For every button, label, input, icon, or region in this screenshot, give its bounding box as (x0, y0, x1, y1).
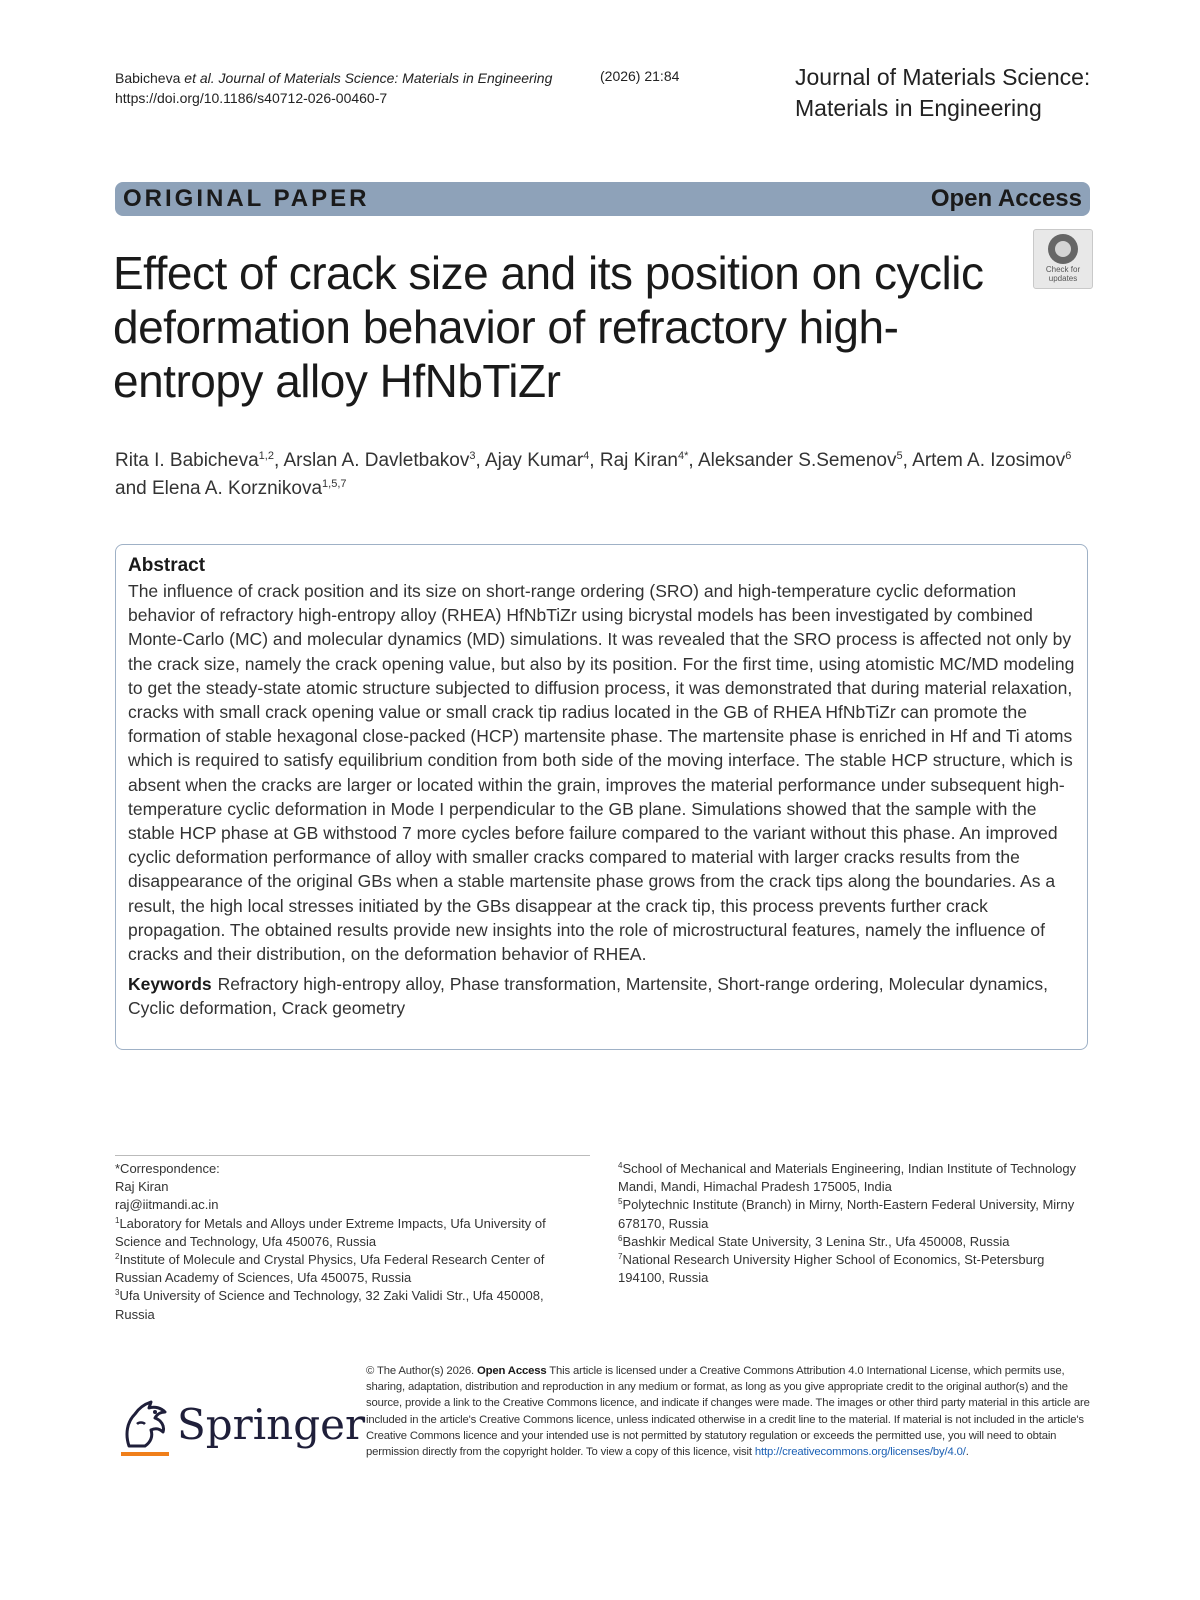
author-separator: , (273, 450, 284, 471)
footnote-divider (115, 1155, 590, 1156)
author-list (115, 447, 1095, 503)
author-separator: , (902, 450, 913, 471)
affiliation-item (618, 1233, 1088, 1251)
affiliation-item (115, 1251, 585, 1287)
correspondence-email[interactable]: raj@iitmandi.ac.in (115, 1197, 219, 1213)
author-separator: , (589, 450, 600, 471)
author-name[interactable]: Ajay Kumar (484, 450, 584, 471)
author-affiliation: 3 (469, 450, 476, 462)
footnotes-left (115, 1160, 585, 1324)
affiliation-text: Institute of Molecule and Crystal Physics, Ufa Federal Research Center of Russian Academy of Sciences, Ufa 450075, Russia (115, 1252, 545, 1286)
journal-title-line1: Journal of Materials Science: (795, 64, 1091, 90)
license-end: . (965, 1446, 969, 1459)
author-name[interactable]: Arslan A. Davletbakov (283, 450, 470, 471)
license-open-access: Open Access (476, 1365, 547, 1377)
author-name[interactable]: Raj Kiran (599, 450, 679, 471)
journal-title-line2: Materials in Engineering (795, 95, 1042, 121)
open-access-label: Open Access (930, 185, 1082, 212)
check-for-updates-line2: updates (1048, 274, 1078, 283)
affiliation-item (115, 1215, 585, 1251)
springer-logo (115, 1394, 366, 1464)
citation-line (115, 68, 552, 88)
affiliation-number: 6 (618, 1233, 623, 1243)
affiliation-item (618, 1251, 1088, 1287)
affiliation-item (618, 1196, 1088, 1232)
affiliation-item (115, 1287, 585, 1323)
running-header-citation (115, 68, 552, 108)
author-affiliation: 1,5,7 (322, 478, 347, 490)
author-separator: and (115, 478, 152, 499)
journal-title (795, 62, 1090, 124)
doi-link[interactable]: https://doi.org/10.1186/s40712-026-00460-7 (115, 90, 388, 106)
affiliation-text: Laboratory for Metals and Alloys under Extreme Impacts, Ufa University of Science and Technology, Ufa 450076, Russia (115, 1215, 546, 1249)
abstract-heading: Abstract (128, 555, 206, 576)
author-affiliation: 1,2 (258, 450, 274, 462)
affiliation-list-right (618, 1160, 1088, 1287)
author-name[interactable]: Artem A. Izosimov (912, 450, 1066, 471)
article-type-banner (115, 182, 1090, 216)
license-statement (366, 1363, 1091, 1460)
abstract-text: The influence of crack position and its size on short-range ordering (SRO) and high-temperature cyclic deformation behavior of refractory high-entropy alloy (RHEA) HfNbTiZr using bicrystal models has been investigated by combined Monte-Carlo (MC) and molecular dynamics (MD) simulations. It was revealed that the SRO process is affected not only by the crack size, namely the crack opening value, but also by its position. For the first time, using atomistic MC/MD modeling to get the steady-state atomic structure subjected to diffusion process, it was demonstrated that during material relaxation, cracks with small crack opening value or small crack tip radius located in the GB of RHEA HfNbTiZr can promote the formation of stable hexagonal close-packed (HCP) martensite phase. The martensite phase is enriched in Hf and Ti atoms which is required to satisfy equilibrium condition from both side of the moving interface. The stable HCP structure, which is absent when the cracks are larger or located within the grain, improves the material performance under subsequent high-temperature cyclic deformation in Mode I perpendicular to the GB plane. Simulations showed that the sample with the stable HCP phase at GB withstood 7 more cycles before failure compared to the variant without this phase. An improved cyclic deformation performance of alloy with smaller cracks compared to material with larger cracks results from the disappearance of the original GBs when a stable martensite phase grows from the crack tips along the boundaries. As a result, the high local stresses initiated by the GBs disappear at the crack tip, this process prevents further crack propagation. The obtained results provide new insights into the role of microstructural features, namely the influence of cracks and their distribution, on the deformation behavior of RHEA. (128, 581, 1075, 965)
author-affiliation: 4* (678, 450, 689, 462)
check-for-updates-badge[interactable] (1033, 229, 1093, 289)
check-for-updates-line1: Check for (1045, 265, 1081, 274)
affiliation-text: National Research University Higher School of Economics, St-Petersburg 194100, Russia (618, 1252, 1045, 1286)
author-name[interactable]: Elena A. Korznikova (151, 478, 323, 499)
author-separator: , (475, 450, 485, 471)
author-affiliation: 4 (583, 450, 590, 462)
affiliation-item (618, 1160, 1088, 1196)
correspondence-label: *Correspondence: (115, 1161, 220, 1176)
citation-etal: et al. (184, 70, 215, 86)
springer-horse-icon (115, 1394, 173, 1458)
affiliation-number: 2 (115, 1252, 120, 1262)
author-separator: , (688, 450, 698, 471)
footnotes-right (618, 1160, 1088, 1287)
author-name[interactable]: Rita I. Babicheva (115, 450, 259, 471)
affiliation-text: Polytechnic Institute (Branch) in Mirny, North-Eastern Federal University, Mirny 678170, Russia (618, 1197, 1075, 1231)
affiliation-number: 4 (618, 1161, 623, 1170)
affiliation-number: 7 (618, 1252, 623, 1262)
license-text: This article is licensed under a Creative Commons Attribution 4.0 International License, which permits use, sharing, adaptation, distribution and reproduction in any medium or format, as long as you give appropriate credit to the original author(s) and the source, provide a link to the Creative Commons licence, and indicate if changes were made. The images or other third party material in this article are included in the article's Creative Commons licence, unless indicated otherwise in a credit line to the material. If material is not included in the article's Creative Commons licence and your intended use is not permitted by statutory regulation or exceeds the permitted use, you will need to obtain permission directly from the copyright holder. To view a copy of this licence, visit (366, 1365, 1090, 1459)
check-for-updates-icon (1048, 234, 1078, 264)
author-affiliation: 6 (1065, 450, 1072, 462)
affiliation-number: 3 (115, 1288, 120, 1298)
affiliation-list-left (115, 1215, 585, 1324)
springer-wordmark: Springer (177, 1400, 366, 1449)
year-volume: (2026) 21:84 (600, 68, 680, 84)
keywords-text: Refractory high-entropy alloy, Phase transformation, Martensite, Short-range ordering, Molecular dynamics, Cyclic deformation, Crack geometry (128, 974, 1048, 1019)
correspondence-name: Raj Kiran (115, 1179, 169, 1195)
affiliation-number: 5 (618, 1197, 623, 1207)
citation-authors: Babicheva (115, 70, 181, 86)
affiliation-text: Ufa University of Science and Technology, 32 Zaki Validi Str., Ufa 450008, Russia (115, 1288, 544, 1322)
license-link[interactable]: http://creativecommons.org/licenses/by/4.0/ (754, 1446, 966, 1459)
article-title: Effect of crack size and its position on cyclic deformation behavior of refractory high-entropy alloy HfNbTiZr (113, 247, 984, 407)
article-type-label: ORIGINAL PAPER (123, 185, 370, 212)
check-for-updates-label (1034, 265, 1092, 283)
keywords (128, 972, 1075, 1020)
author-affiliation: 5 (896, 450, 903, 462)
affiliation-text: School of Mechanical and Materials Engineering, Indian Institute of Technology Mandi, Mandi, Himachal Pradesh 175005, India (618, 1161, 1077, 1195)
keywords-label: Keywords (128, 974, 212, 995)
citation-journal: Journal of Materials Science: Materials in Engineering (218, 70, 553, 86)
abstract-box (115, 544, 1088, 1050)
affiliation-number: 1 (115, 1215, 120, 1225)
license-copyright: © The Author(s) 2026. (366, 1365, 474, 1377)
author-name[interactable]: Aleksander S.Semenov (697, 450, 897, 471)
affiliation-text: Bashkir Medical State University, 3 Lenina Str., Ufa 450008, Russia (622, 1233, 1010, 1249)
